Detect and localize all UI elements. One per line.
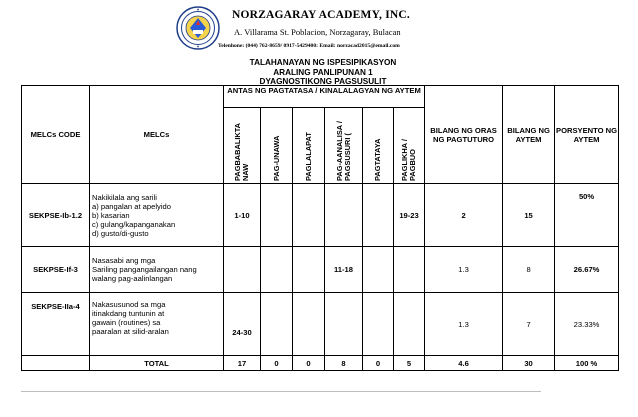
school-seal-logo [176, 6, 220, 50]
level-cell [325, 184, 363, 247]
table-row [22, 293, 619, 356]
hours-cell: 1.3 [425, 293, 503, 356]
total-level-cell: 0 [293, 356, 325, 371]
school-contact: Telenhone: (044) 762-8659/ 0917-5429400: Email: norzacad2015@email.com [218, 43, 400, 49]
level-cell [261, 184, 293, 247]
school-name: NORZAGARAY ACADEMY, INC. [232, 9, 410, 21]
school-address: A. Villarama St. Poblacion, Norzagaray, Bulacan [234, 27, 401, 37]
level-cell: 1-10 [224, 184, 261, 247]
header-hours: BILANG NG ORAS NG PAGTUTURO [425, 86, 503, 184]
level-cell [261, 293, 293, 356]
items-cell: 7 [503, 293, 555, 356]
subject-title: ARALING PANLIPUNAN 1 [273, 67, 373, 77]
header-level-analyzing: PAG-AANALISA / PAGSUSURI ( [325, 108, 363, 184]
total-level-cell: 0 [363, 356, 394, 371]
total-level-cell: 8 [325, 356, 363, 371]
level-cell: 11-18 [325, 247, 363, 293]
total-row [22, 356, 619, 371]
level-cell [394, 293, 425, 356]
melc-description: Nakasusunod sa mga itinakdang tuntunin at gawain (routines) sa paaralan at silid-aralan [90, 293, 224, 356]
header-level-applying: PAGLALAPAT [293, 108, 325, 184]
melc-code: SEKPSE-If-3 [22, 247, 90, 293]
level-cell [363, 247, 394, 293]
table-row [22, 247, 619, 293]
total-percent-cell: 100 % [555, 356, 619, 371]
document-titles [0, 58, 638, 87]
level-cell [224, 247, 261, 293]
header-level-remembering: PAGBABALIKTA NAW [224, 108, 261, 184]
melc-description: Nasasabi ang mga Sariling pangangailangan nang walang pag-aalinlangan [90, 247, 224, 293]
document-title: TALAHANAYAN NG ISPESIPIKASYON [249, 58, 397, 67]
total-level-cell: 5 [394, 356, 425, 371]
percent-cell: 26.67% [555, 247, 619, 293]
header-level-creating: PAGLIKHA / PAGBUO [394, 108, 425, 184]
level-cell [293, 184, 325, 247]
specification-table [21, 85, 619, 371]
hours-cell: 2 [425, 184, 503, 247]
header-antas: ANTAS NG PAGTATASA / KINALALAGYAN NG AYTEM [224, 86, 425, 108]
level-cell: 24-30 [224, 293, 261, 356]
melc-description: Nakikilala ang sarili a) pangalan at apelyido b) kasarian c) gulang/kapanganakan d) gusto/di-gusto [90, 184, 224, 247]
items-cell: 8 [503, 247, 555, 293]
items-cell: 15 [503, 184, 555, 247]
header-level-understanding: PAG-UNAWA [261, 108, 293, 184]
table-row [22, 184, 619, 247]
letterhead [0, 0, 638, 58]
page-divider [21, 391, 541, 392]
percent-cell: 23.33% [555, 293, 619, 356]
header-percent: PORSYENTO NG AYTEM [555, 86, 619, 184]
melc-code: SEKPSE-Ib-1.2 [22, 184, 90, 247]
level-cell [325, 293, 363, 356]
percent-cell: 50% [555, 184, 619, 247]
table-header-row [22, 86, 619, 108]
total-level-cell: 0 [261, 356, 293, 371]
level-cell [293, 247, 325, 293]
header-items: BILANG NG AYTEM [503, 86, 555, 184]
total-hours-cell: 4.6 [425, 356, 503, 371]
header-level-evaluating: PAGTATAYA [363, 108, 394, 184]
header-melcs: MELCs [90, 86, 224, 184]
test-title: DYAGNOSTIKONG PAGSUSULIT [259, 77, 387, 86]
level-cell: 19-23 [394, 184, 425, 247]
level-cell [293, 293, 325, 356]
level-cell [261, 247, 293, 293]
hours-cell: 1.3 [425, 247, 503, 293]
total-label: TOTAL [90, 356, 224, 371]
level-cell [394, 247, 425, 293]
level-cell [363, 293, 394, 356]
total-blank-cell [22, 356, 90, 371]
total-items-cell: 30 [503, 356, 555, 371]
header-melcs-code: MELCs CODE [22, 86, 90, 184]
level-cell [363, 184, 394, 247]
melc-code: SEKPSE-IIa-4 [22, 293, 90, 356]
total-level-cell: 17 [224, 356, 261, 371]
